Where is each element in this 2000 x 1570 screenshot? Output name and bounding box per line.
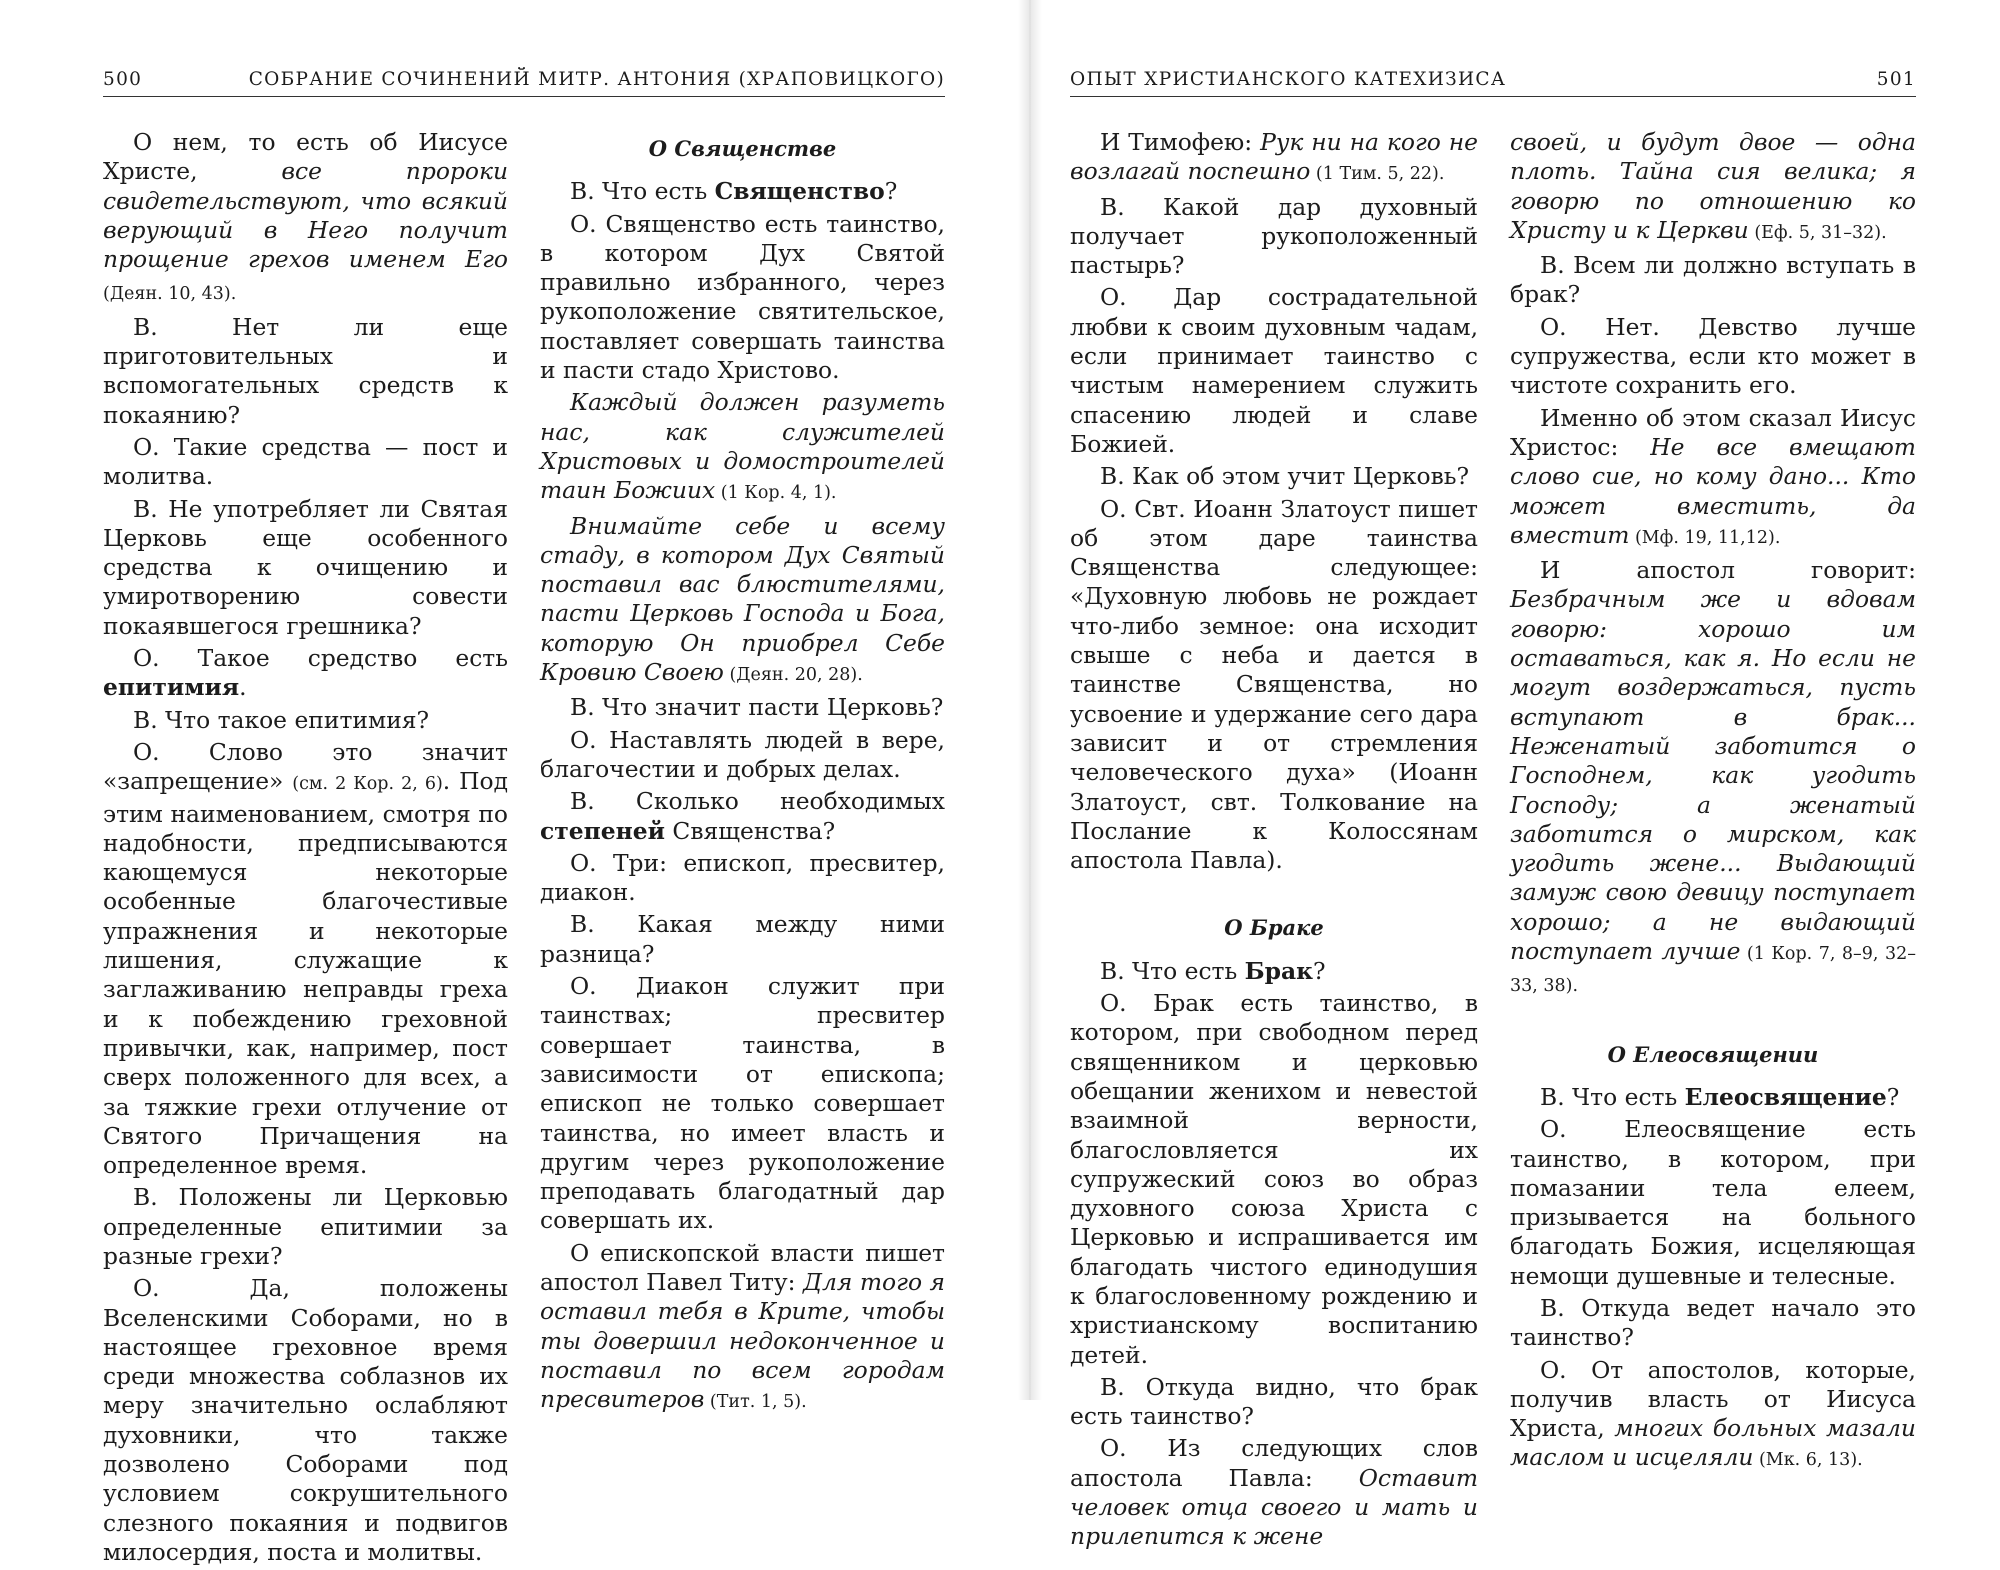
paragraph: В. Положены ли Церковью определенные епитимии за разные грехи? — [103, 1183, 508, 1270]
paragraph: О. Диакон служит при таинствах; пресвитер совершает таинства, в зависимости от епископа; епископ не только совершает таинства, но имеет власть и другим через рукоположение преподавать благодатный дар совершать их. — [540, 972, 945, 1235]
paragraph: О. Слово это значит «запрещение» (см. 2 Кор. 2, 6). Под этим наименованием, смотря по надобности, предписываются кающемуся некоторые особенные благочестивые упражнения и некоторые лишения, служащие к заглаживанию неправды греха и к побеждению греховной привычки, как, например, пост сверх положенного для всех, а за тяжкие грехи отлучение от Святого Причащения на определенное время. — [103, 737, 508, 1180]
paragraph: О епископской власти пишет апостол Павел Титу: Для того я оставил тебя в Крите, чтобы ты довершил недоконченное и поставил по всем городам пресвитеров (Тит. 1, 5). — [540, 1238, 945, 1414]
section-heading: О Священстве — [648, 136, 837, 161]
left-running-title: СОБРАНИЕ СОЧИНЕНИЙ МИТР. АНТОНИЯ (ХРАПОВИЦКОГО) — [248, 69, 945, 90]
paragraph: В. Всем ли должно вступать в брак? — [1510, 251, 1916, 309]
right-column-1 — [1070, 128, 1478, 1555]
paragraph: В. Не употребляет ли Святая Церковь еще особенного средства к очищению и умиротворению совести покаявшегося грешника? — [103, 494, 508, 640]
book-gutter — [1018, 0, 1042, 1400]
section-heading: О Елеосвящении — [1607, 1041, 1819, 1067]
paragraph: В. Что есть Елеосвящение? — [1540, 1082, 1900, 1111]
left-column-2 — [540, 128, 945, 1420]
paragraph: В. Что значит пасти Церковь? — [570, 693, 944, 722]
left-page-number: 500 — [103, 69, 143, 90]
paragraph: Именно об этом сказал Иисус Христос: Не все вмещают слово сие, но кому дано... Кто может вместить, да вместит (Мф. 19, 11,12). — [1510, 403, 1916, 549]
paragraph: О. Дар сострадательной любви к своим духовным чадам, если принимает таинство с чистым намерением служить спасению людей и славе Божией. — [1070, 283, 1478, 458]
right-running-title: ОПЫТ ХРИСТИАНСКОГО КАТЕХИЗИСА — [1070, 69, 1507, 90]
paragraph: О. Такое средство есть епитимия. — [103, 644, 508, 702]
paragraph: Внимайте себе и всему стаду, в котором Дух Святый поставил вас блюстителями, пасти Церковь Господа и Бога, которую Он приобрел Себе Кровию Своею (Деян. 20, 28). — [540, 511, 945, 687]
left-page-header — [103, 66, 945, 97]
paragraph: В. Что есть Брак? — [1100, 956, 1326, 985]
paragraph: своей, и будут двое — одна плоть. Тайна сия велика; я говорю по отношению ко Христу и к Церкви (Еф. 5, 31–32). — [1510, 128, 1916, 244]
paragraph: И апостол говорит: Безбрачным же и вдовам говорю: хорошо им оставаться, как я. Но если не могут воздержаться, пусть вступают в брак... Неженатый заботится о Господнем, как угодить Господу; а женатый заботится о мирском, как угодить жене... Выдающий замуж свою девицу поступает хорошо; а не выдающий поступает лучше (1 Кор. 7, 8–9, 32–33, 38). — [1510, 556, 1916, 997]
paragraph: О. Три: епископ, пресвитер, диакон. — [540, 848, 945, 907]
right-page-header — [1070, 66, 1916, 97]
paragraph: О нем, то есть об Иисусе Христе, все пророки свидетельствуют, что всякий верующий в Него получит прощение грехов именем Его (Деян. 10, 43). — [103, 128, 509, 305]
right-column-2 — [1510, 128, 1916, 1479]
paragraph: О. Брак есть таинство, в котором, при свободном перед священником и церковью обещании женихом и невестой взаимной верности, благословляется их супружеский союз во образ духовного союза Христа с Церковью и испрашивается им благодать чистого единодушия к благословенному рождению и христианскому воспитанию детей. — [1070, 989, 1478, 1369]
paragraph: О. Из следующих слов апостола Павла: Оставит человек отца своего и мать и прилепится к жене — [1070, 1434, 1478, 1551]
left-column-1 — [103, 128, 508, 1570]
paragraph: О. От апостолов, которые, получив власть от Иисуса Христа, многих больных мазали маслом и исцеляли (Мк. 6, 13). — [1510, 1355, 1917, 1472]
paragraph: В. Сколько необходимых степеней Священства? — [540, 787, 945, 845]
paragraph: О. Свт. Иоанн Златоуст пишет об этом даре таинства Священства следующее: «Духовную любовь не рождает что-либо земное: она исходит свыше с неба и дается в таинстве Священства, но усвоение и удержание сего дара зависит и от стремления человеческого духа» (Иоанн Златоуст, свт. Толкование на Послание к Колоссянам апостола Павла). — [1070, 494, 1478, 875]
paragraph: О. Священство есть таинство, в котором Дух Святой правильно избранного, через рукоположение святительское, поставляет совершать таинства и пасти стадо Христово. — [540, 209, 945, 385]
paragraph: В. Откуда видно, что брак есть таинство? — [1070, 1372, 1478, 1431]
section-heading: О Браке — [1224, 915, 1324, 941]
paragraph: О. Такие средства — пост и молитва. — [103, 432, 508, 491]
paragraph: В. Откуда ведет начало это таинство? — [1510, 1293, 1916, 1352]
paragraph: О. Да, положены Вселенскими Соборами, но в настоящее греховное время среди множества соблазнов их меру значительно ослабляют духовники, что также дозволено Соборами под условием сокрушительного слезного покаяния и подвигов милосердия, поста и молитвы. — [103, 1274, 508, 1566]
paragraph: Каждый должен разуметь нас, как служителей Христовых и домостроителей таин Божиих (1 Кор. 4, 1). — [540, 388, 945, 505]
paragraph: В. Как об этом учит Церковь? — [1100, 462, 1470, 491]
paragraph: В. Какая между ними разница? — [540, 910, 945, 968]
right-page — [1042, 0, 2000, 1551]
paragraph: В. Что есть Священство? — [570, 177, 898, 206]
paragraph: И Тимофею: Рук ни на кого не возлагай поспешно (1 Тим. 5, 22). — [1070, 128, 1478, 186]
right-page-number: 501 — [1876, 69, 1916, 90]
paragraph: О. Нет. Девство лучше супружества, если кто может в чистоте сохранить его. — [1510, 312, 1916, 400]
paragraph: О. Наставлять людей в вере, благочестии и добрых делах. — [540, 725, 945, 783]
paragraph: В. Какой дар духовный получает рукоположенный пастырь? — [1070, 192, 1478, 280]
paragraph: О. Елеосвящение есть таинство, в котором, при помазании тела елеем, призывается на больного благодать Божия, исцеляющая немощи душевные и телесные. — [1510, 1115, 1916, 1290]
paragraph: В. Что такое епитимия? — [133, 705, 430, 734]
paragraph: В. Нет ли еще приготовительных и вспомогательных средств к покаянию? — [103, 312, 508, 429]
